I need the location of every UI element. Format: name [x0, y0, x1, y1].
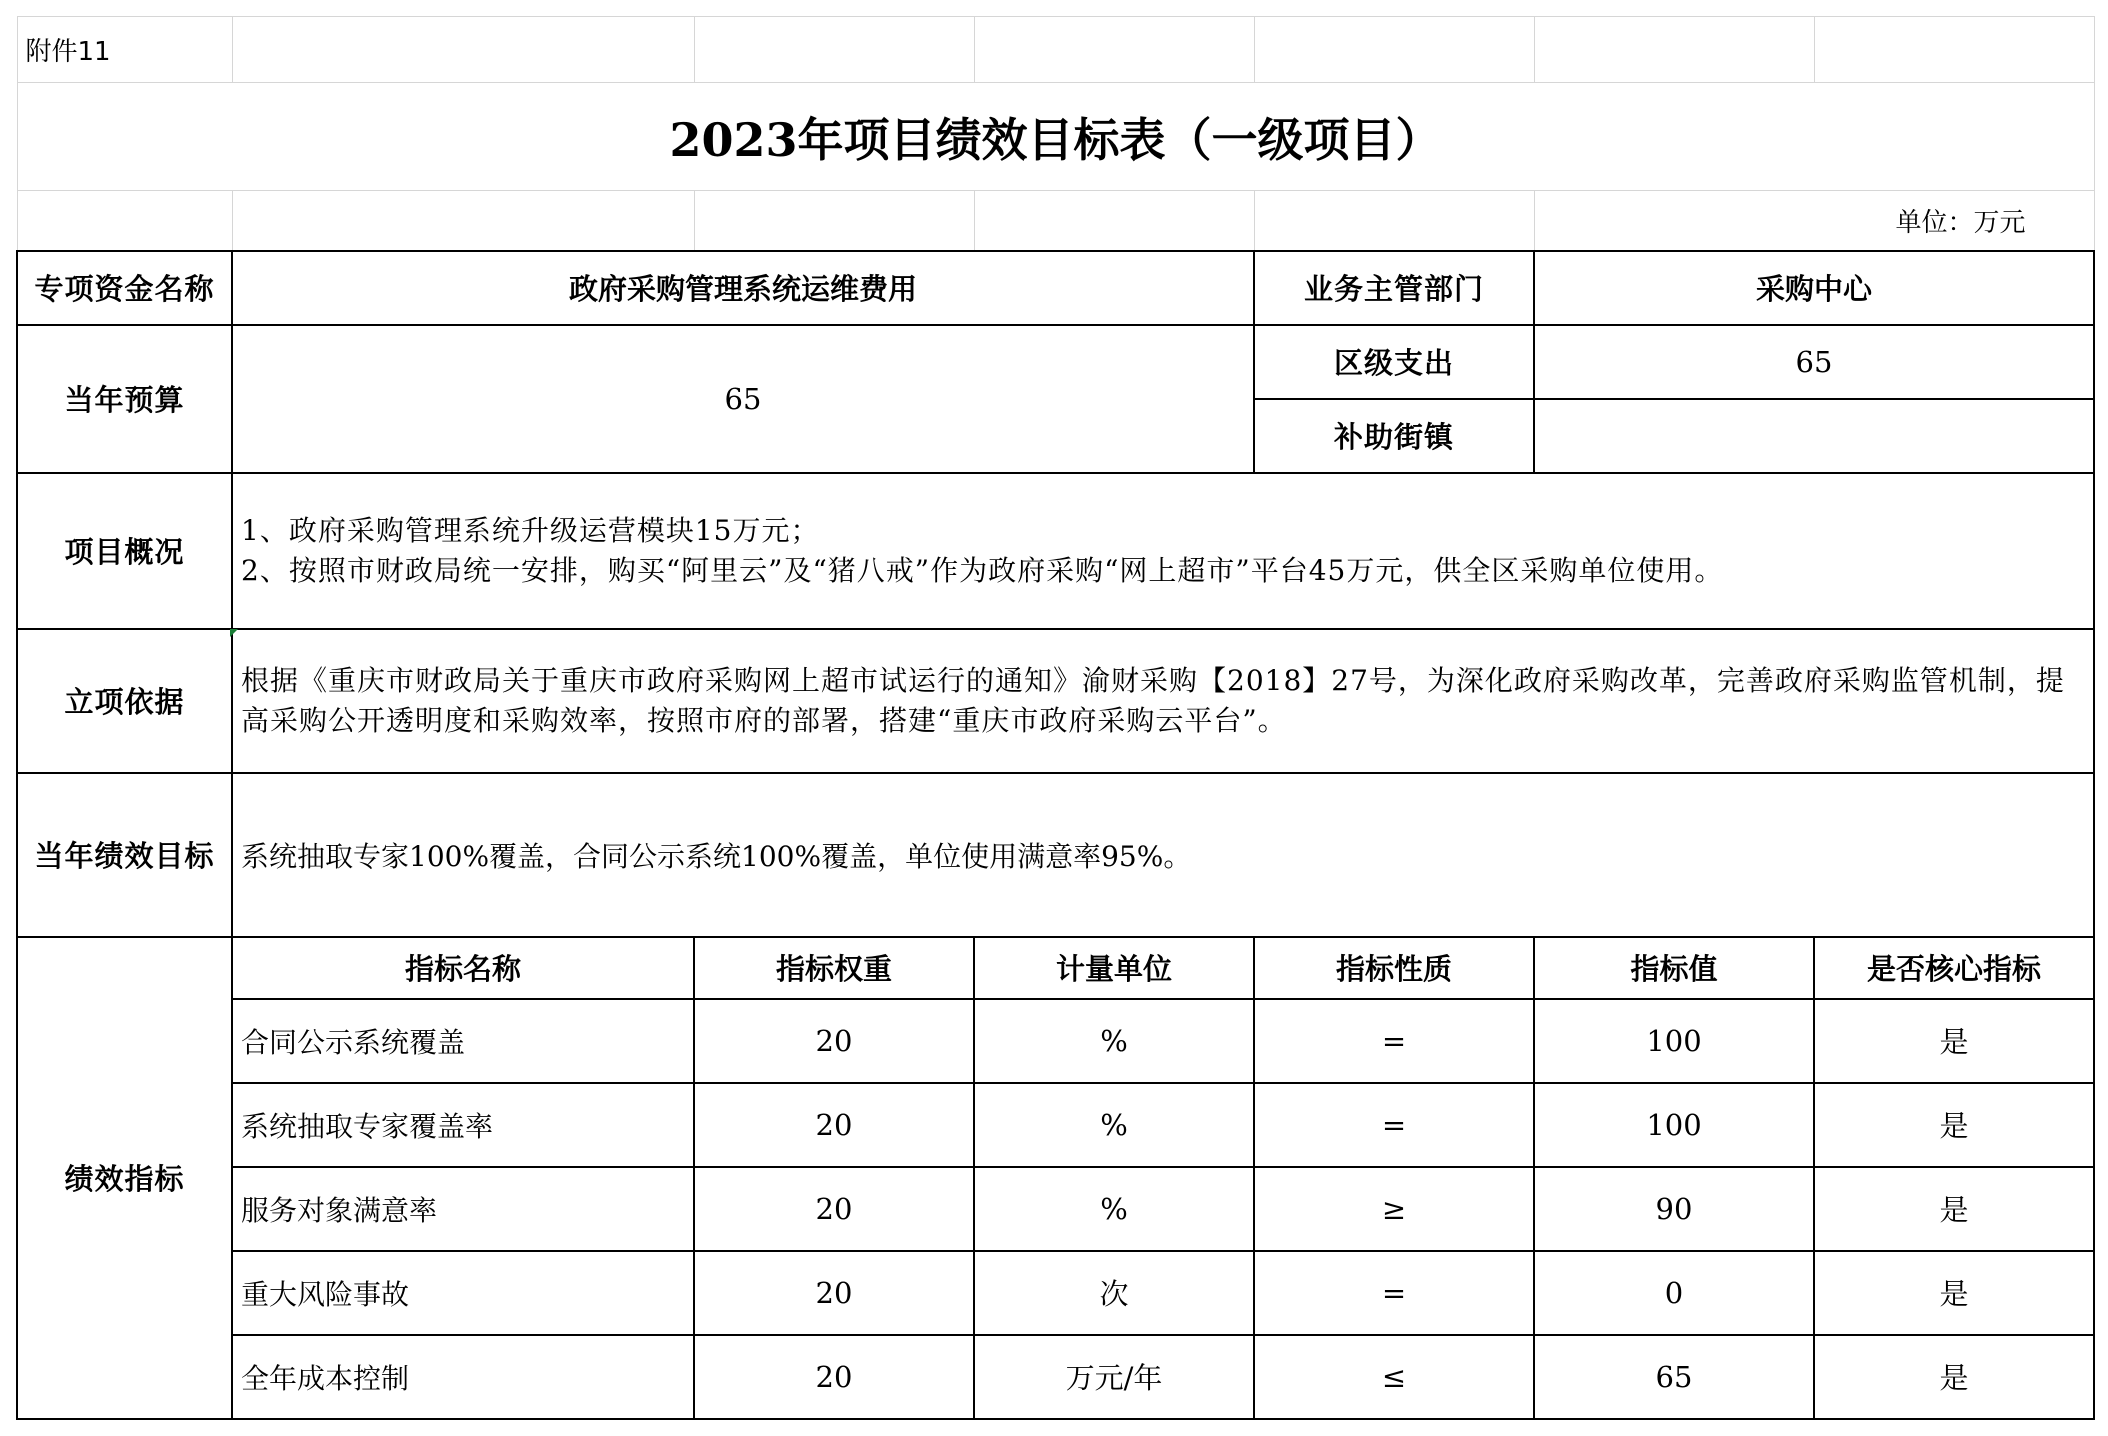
indicator-core: 是: [1814, 1251, 2094, 1335]
table-row: [17, 1083, 2094, 1167]
table-row: [17, 999, 2094, 1083]
annex-row: [17, 17, 2094, 83]
indicator-value: 100: [1534, 1083, 1814, 1167]
overview-line-2: 2、按照市财政局统一安排，购买“阿里云”及“猪八戒”作为政府采购“网上超市”平台45万元，供全区采购单位使用。: [241, 553, 1724, 587]
subsidy-label: 补助街镇: [1254, 399, 1534, 473]
goal-label: 当年绩效目标: [17, 773, 232, 937]
indicator-weight: 20: [694, 1335, 974, 1419]
goal-row: [17, 773, 2094, 937]
unit-note: 单位：万元: [1534, 191, 2094, 251]
annex-label: 附件11: [17, 17, 232, 83]
indicator-name: 系统抽取专家覆盖率: [232, 1083, 694, 1167]
table-row: [17, 1335, 2094, 1419]
indicator-unit: 万元/年: [974, 1335, 1254, 1419]
empty-cell: [1814, 17, 2094, 83]
dept-label: 业务主管部门: [1254, 251, 1534, 325]
dept-value: 采购中心: [1534, 251, 2094, 325]
indicator-nature: =: [1254, 1251, 1534, 1335]
empty-cell: [694, 191, 974, 251]
district-value: 65: [1534, 325, 2094, 399]
empty-cell: [232, 17, 694, 83]
fund-row: [17, 251, 2094, 325]
indicator-unit: %: [974, 1083, 1254, 1167]
indicator-core: 是: [1814, 1083, 2094, 1167]
empty-cell: [1534, 17, 1814, 83]
empty-cell: [1254, 191, 1534, 251]
overview-text: [232, 473, 2094, 629]
indicator-value: 90: [1534, 1167, 1814, 1251]
column-header: 指标名称: [232, 937, 694, 999]
empty-cell: [974, 17, 1254, 83]
column-header: 指标性质: [1254, 937, 1534, 999]
fund-name-label: 专项资金名称: [17, 251, 232, 325]
budget-label: 当年预算: [17, 325, 232, 473]
indicator-nature: =: [1254, 999, 1534, 1083]
indicator-value: 0: [1534, 1251, 1814, 1335]
indicator-name: 服务对象满意率: [232, 1167, 694, 1251]
indicator-weight: 20: [694, 1251, 974, 1335]
basis-text: 根据《重庆市财政局关于重庆市政府采购网上超市试运行的通知》渝财采购【2018】27号，为深化政府采购改革，完善政府采购监管机制，提高采购公开透明度和采购效率，按照市府的部署，搭建“重庆市政府采购云平台”。: [232, 629, 2094, 773]
indicator-nature: ≥: [1254, 1167, 1534, 1251]
empty-cell: [17, 191, 232, 251]
indicator-weight: 20: [694, 999, 974, 1083]
unit-row: [17, 191, 2094, 251]
indicator-value: 65: [1534, 1335, 1814, 1419]
indicator-unit: %: [974, 1167, 1254, 1251]
indicator-weight: 20: [694, 1083, 974, 1167]
indicator-core: 是: [1814, 1167, 2094, 1251]
basis-label: 立项依据: [17, 629, 232, 773]
indicator-unit: %: [974, 999, 1254, 1083]
column-header: 是否核心指标: [1814, 937, 2094, 999]
empty-cell: [694, 17, 974, 83]
performance-target-table: [16, 16, 2095, 1420]
subsidy-value: [1534, 399, 2094, 473]
indicator-nature: ≤: [1254, 1335, 1534, 1419]
indicator-header-row: [17, 937, 2094, 999]
page-title: 2023年项目绩效目标表（一级项目）: [17, 83, 2094, 191]
cell-comment-marker: [230, 629, 238, 637]
indicator-name: 全年成本控制: [232, 1335, 694, 1419]
indicator-value: 100: [1534, 999, 1814, 1083]
budget-row: [17, 325, 2094, 399]
overview-line-1: 1、政府采购管理系统升级运营模块15万元；: [241, 513, 820, 547]
table-row: [17, 1251, 2094, 1335]
budget-value: 65: [232, 325, 1254, 473]
title-row: [17, 83, 2094, 191]
column-header: 指标权重: [694, 937, 974, 999]
column-header: 计量单位: [974, 937, 1254, 999]
indicators-label: 绩效指标: [17, 937, 232, 1419]
empty-cell: [974, 191, 1254, 251]
empty-cell: [1254, 17, 1534, 83]
column-header: 指标值: [1534, 937, 1814, 999]
goal-text: 系统抽取专家100%覆盖，合同公示系统100%覆盖，单位使用满意率95%。: [232, 773, 2094, 937]
basis-row: [17, 629, 2094, 773]
indicator-unit: 次: [974, 1251, 1254, 1335]
table-row: [17, 1167, 2094, 1251]
indicator-core: 是: [1814, 999, 2094, 1083]
indicator-name: 合同公示系统覆盖: [232, 999, 694, 1083]
overview-row: [17, 473, 2094, 629]
indicator-nature: =: [1254, 1083, 1534, 1167]
indicator-weight: 20: [694, 1167, 974, 1251]
overview-label: 项目概况: [17, 473, 232, 629]
fund-name-value: 政府采购管理系统运维费用: [232, 251, 1254, 325]
empty-cell: [232, 191, 694, 251]
district-label: 区级支出: [1254, 325, 1534, 399]
indicator-core: 是: [1814, 1335, 2094, 1419]
indicator-name: 重大风险事故: [232, 1251, 694, 1335]
